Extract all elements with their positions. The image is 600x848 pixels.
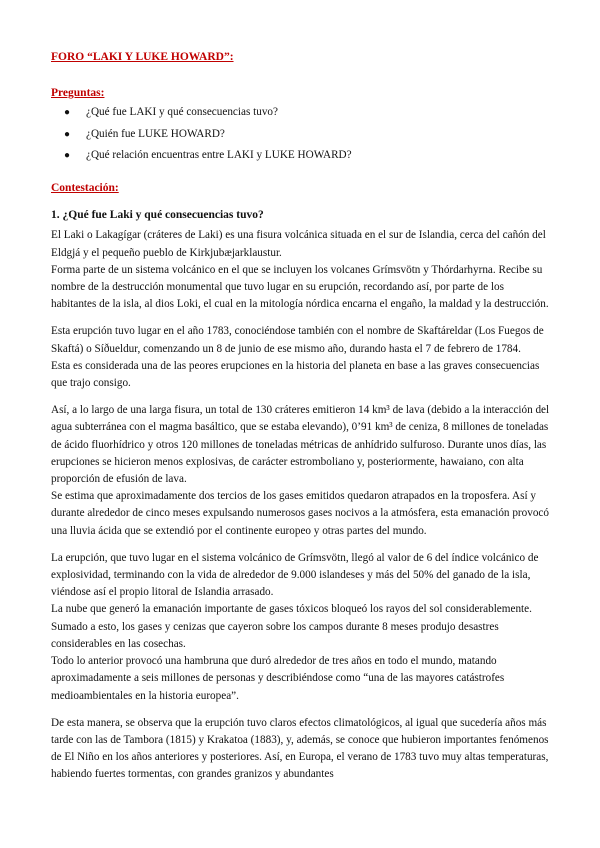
- paragraph-line: Esta es considerada una de las peores erupciones en la historia del planeta en base a las graves consecuencias que trajo consigo.: [51, 359, 540, 390]
- contestacion-label: Contestación:: [51, 182, 119, 195]
- paragraph-line: Esta erupción tuvo lugar en el año 1783, conociéndose también con el nombre de Skaftáreldar (Los Fuegos de Skaftá) o Síðueldur, comenzando un 8 de junio de ese mismo año, durando hasta el 7 de febrero de 1784.: [51, 325, 544, 355]
- paragraph-line: Forma parte de un sistema volcánico en el que se incluyen los volcanes Grímsvötn y Thórdarhyrna. Recibe su nombre de la destrucción monumental que tuvo lugar en su erupción, recordando así, por parte de los habitantes de la isla, al dios Loki, el cual en la mitología nórdica encarna el engaño, la maldad y la destrucción.: [51, 263, 549, 311]
- list-item: [64, 147, 551, 164]
- paragraph: [51, 550, 551, 705]
- list-item: [64, 126, 551, 143]
- question-text: ¿Qué relación encuentras entre LAKI y LUKE HOWARD?: [86, 148, 352, 161]
- document-title: FORO “LAKI Y LUKE HOWARD”:: [51, 51, 234, 63]
- paragraph-line: Todo lo anterior provocó una hambruna que duró alrededor de tres años en todo el mundo, matando aproximadamente a seis millones de personas y describiéndose como “una de las mayores catástrofes medioambientales en la historia europea”.: [51, 655, 505, 702]
- question-text: ¿Qué fue LAKI y qué consecuencias tuvo?: [86, 106, 278, 119]
- list-item: [64, 104, 551, 121]
- document-page: [51, 49, 551, 794]
- paragraph-line: La nube que generó la emanación importante de gases tóxicos bloqueó los rayos del sol considerablemente. Sumado a esto, los gases y cenizas que cayeron sobre los campos durante 8 meses produjo desastres considerables en las cosechas.: [51, 603, 532, 650]
- questions-list: [51, 104, 551, 164]
- question-text: ¿Quién fue LUKE HOWARD?: [86, 127, 225, 140]
- paragraph-line: Así, a lo largo de una larga fisura, un total de 130 cráteres emitieron 14 km³ de lava (debido a la interacción del agua subterránea con el magma basáltico, que se estaba elevando), 0’91 km³ de ceniza, 8 millones de toneladas de ácido fluorhídrico y otros 120 millones de toneladas métricas de anhídrido sulfuroso. Durante unos días, las erupciones se hicieron menos explosivas, de carácter estromboliano y, posteriormente, hawaiano, con alta proporción de efusión de lava.: [51, 404, 550, 486]
- paragraph: [51, 402, 551, 540]
- paragraph-line: De esta manera, se observa que la erupción tuvo claros efectos climatológicos, al igual que sucedería años más tarde con las de Tambora (1815) y Krakatoa (1883), y, además, se conoce que hubieron importantes fenómenos de El Niño en los años anteriores y posteriores. Así, en Europa, el verano de 1783 tuvo muy altas temperaturas, habiendo fuertes tormentas, con grandes granizos y abundantes: [51, 716, 549, 781]
- preguntas-label: Preguntas:: [51, 87, 105, 100]
- bullet-icon: ●: [64, 149, 71, 161]
- paragraph: [51, 227, 551, 313]
- bullet-icon: ●: [64, 107, 71, 119]
- question-heading: 1. ¿Qué fue Laki y qué consecuencias tuvo?: [51, 209, 264, 222]
- paragraph: [51, 715, 551, 784]
- paragraph-line: Se estima que aproximadamente dos tercios de los gases emitidos quedaron atrapados en la troposfera. Así y durante alrededor de cinco meses expulsando numerosos gases nocivos a la atmósfera, esta emanación provocó una lluvia ácida que se extendió por el continente europeo y otras partes del mundo.: [51, 490, 549, 537]
- paragraph-line: La erupción, que tuvo lugar en el sistema volcánico de Grímsvötn, llegó al valor de 6 del índice volcánico de explosividad, terminando con la vida de alrededor de 9.000 islandeses y más del 50% del ganado de la isla, viéndose así el propio litoral de Islandia arrasado.: [51, 551, 539, 599]
- paragraph: [51, 323, 551, 392]
- paragraph-line: El Laki o Lakagígar (cráteres de Laki) es una fisura volcánica situada en el sur de Islandia, cerca del cañón del Eldgjá y el pequeño pueblo de Kirkjubæjarklaustur.: [51, 229, 546, 259]
- bullet-icon: ●: [64, 128, 71, 140]
